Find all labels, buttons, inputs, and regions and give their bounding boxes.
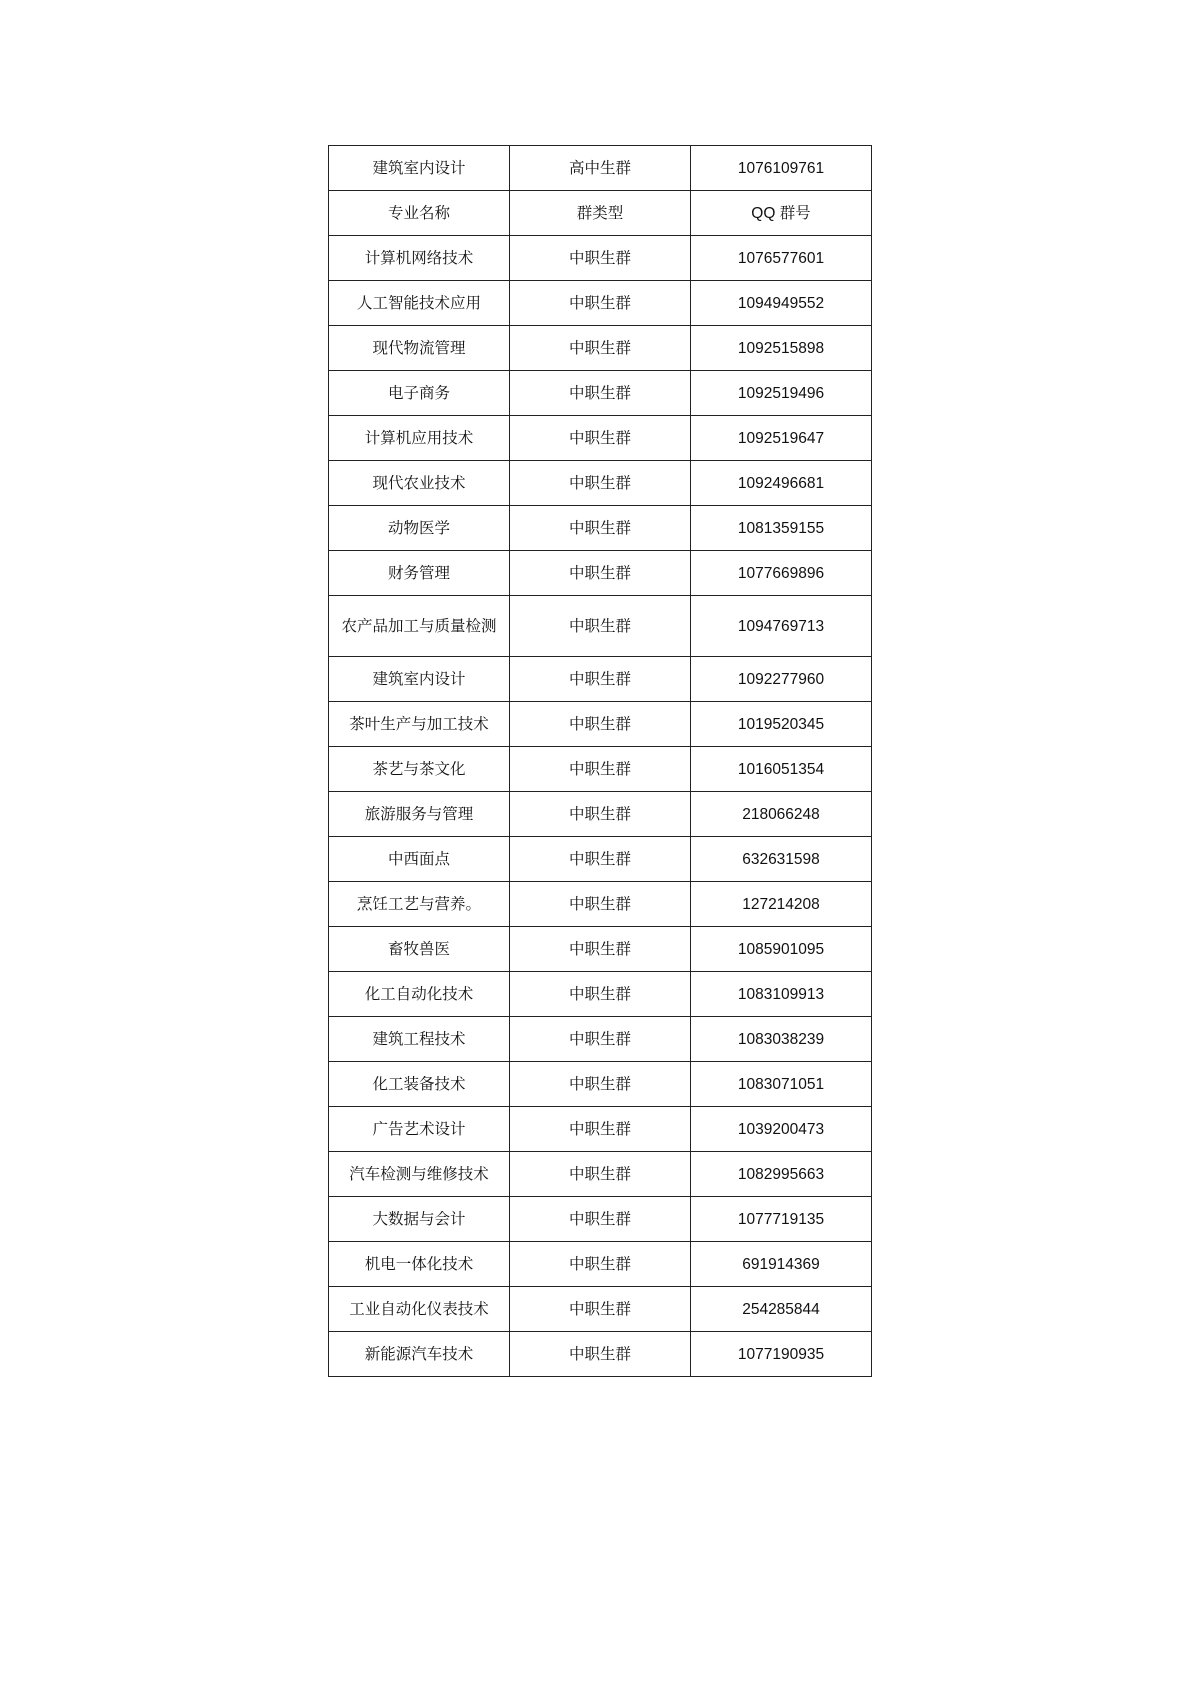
major-name-cell [329,506,510,551]
group-type-cell: 中职生群 [510,747,691,792]
major-name-cell [329,837,510,882]
group-type-cell: 高中生群 [510,146,691,191]
major-name-cell [329,792,510,837]
major-name-text: 茶艺与茶文化 [372,759,466,778]
table-row [329,1332,872,1377]
table-row [329,747,872,792]
qq-group-number-cell: 1082995663 [691,1152,872,1197]
major-name-text: 现代农业技术 [372,473,466,492]
major-name-text: 工业自动化仪表技术 [349,1299,489,1318]
group-type-cell: 中职生群 [510,461,691,506]
qq-group-number-cell: 1019520345 [691,702,872,747]
qq-group-number-cell: 1092515898 [691,326,872,371]
table-row [329,416,872,461]
major-name-cell [329,747,510,792]
group-type-cell: 群类型 [510,191,691,236]
table-row [329,236,872,281]
qq-group-number-cell: 1092277960 [691,657,872,702]
major-name-text: 机电一体化技术 [364,1254,474,1273]
major-name-cell [329,1062,510,1107]
group-type-cell: 中职生群 [510,657,691,702]
major-name-cell [329,1287,510,1332]
table-row [329,702,872,747]
major-name-cell [329,236,510,281]
group-type-cell: 中职生群 [510,1287,691,1332]
group-type-cell: 中职生群 [510,371,691,416]
qq-group-number-cell: 1077669896 [691,551,872,596]
qq-group-number-cell: QQ 群号 [691,191,872,236]
major-name-text: 计算机网络技术 [364,248,474,267]
major-name-text: 财务管理 [387,563,450,582]
major-name-cell [329,326,510,371]
group-type-cell: 中职生群 [510,1197,691,1242]
group-type-cell: 中职生群 [510,506,691,551]
major-name-text: 现代物流管理 [372,338,466,357]
major-name-text: 旅游服务与管理 [364,804,474,823]
group-type-cell: 中职生群 [510,281,691,326]
major-name-text: 烹饪工艺与营养。 [356,894,481,913]
major-name-text: 大数据与会计 [372,1209,466,1228]
major-name-text: 建筑室内设计 [372,158,466,177]
table-row [329,191,872,236]
qq-group-number-cell: 1094949552 [691,281,872,326]
table-row [329,281,872,326]
major-name-cell [329,1152,510,1197]
major-name-text: 人工智能技术应用 [356,293,481,312]
major-name-text: 中西面点 [387,849,450,868]
major-name-cell [329,1242,510,1287]
group-type-cell: 中职生群 [510,882,691,927]
qq-group-number-cell: 1077190935 [691,1332,872,1377]
major-name-text: 汽车检测与维修技术 [349,1164,489,1183]
qq-group-number-cell: 1081359155 [691,506,872,551]
major-name-cell [329,1017,510,1062]
table-row [329,1062,872,1107]
major-name-cell [329,1107,510,1152]
qq-group-number-cell: 1085901095 [691,927,872,972]
qq-group-number-cell: 1083038239 [691,1017,872,1062]
table-row [329,461,872,506]
qq-group-number-cell: 691914369 [691,1242,872,1287]
table-row [329,551,872,596]
group-type-cell: 中职生群 [510,837,691,882]
major-name-text: 动物医学 [387,518,450,537]
major-name-text: 广告艺术设计 [372,1119,466,1138]
major-name-cell [329,1197,510,1242]
major-name-cell [329,1332,510,1377]
major-name-text: 新能源汽车技术 [364,1344,474,1363]
group-type-cell: 中职生群 [510,551,691,596]
qq-group-number-cell: 1092519647 [691,416,872,461]
major-name-cell [329,927,510,972]
table-row [329,657,872,702]
major-name-cell [329,551,510,596]
table-row [329,596,872,657]
major-name-cell [329,281,510,326]
table-row [329,882,872,927]
group-type-cell: 中职生群 [510,702,691,747]
table-row [329,371,872,416]
qq-group-number-cell: 1077719135 [691,1197,872,1242]
major-name-text: 电子商务 [387,383,450,402]
qq-group-number-cell: 632631598 [691,837,872,882]
qq-group-number-cell: 1076577601 [691,236,872,281]
qq-group-number-cell: 1039200473 [691,1107,872,1152]
qq-group-number-cell: 1083109913 [691,972,872,1017]
major-name-cell [329,972,510,1017]
major-name-cell [329,596,510,657]
group-type-cell: 中职生群 [510,1017,691,1062]
qq-group-number-cell: 1094769713 [691,596,872,657]
major-name-cell [329,416,510,461]
major-name-text: 化工装备技术 [372,1074,466,1093]
group-type-cell: 中职生群 [510,1152,691,1197]
major-name-text: 农产品加工与质量检测 [341,616,497,635]
qq-group-number-cell: 1092496681 [691,461,872,506]
table-row [329,1287,872,1332]
group-type-cell: 中职生群 [510,1332,691,1377]
table-row [329,837,872,882]
group-type-cell: 中职生群 [510,416,691,461]
major-name-cell [329,657,510,702]
major-name-cell [329,702,510,747]
major-name-cell [329,191,510,236]
major-name-cell [329,371,510,416]
table-row [329,1017,872,1062]
major-name-text: 专业名称 [387,203,450,222]
qq-group-number-cell: 1076109761 [691,146,872,191]
qq-group-number-cell: 127214208 [691,882,872,927]
major-name-text: 化工自动化技术 [364,984,474,1003]
group-type-cell: 中职生群 [510,1062,691,1107]
major-name-text: 茶叶生产与加工技术 [349,714,489,733]
table-body [329,146,872,1377]
qq-group-number-cell: 218066248 [691,792,872,837]
major-name-cell [329,146,510,191]
qq-group-table [328,145,872,1377]
group-type-cell: 中职生群 [510,972,691,1017]
group-type-cell: 中职生群 [510,1242,691,1287]
table-row [329,1242,872,1287]
major-name-text: 建筑室内设计 [372,669,466,688]
qq-group-number-cell: 254285844 [691,1287,872,1332]
qq-group-number-cell: 1016051354 [691,747,872,792]
major-name-cell [329,461,510,506]
major-name-text: 畜牧兽医 [387,939,450,958]
table-row [329,146,872,191]
group-type-cell: 中职生群 [510,927,691,972]
qq-group-number-cell: 1092519496 [691,371,872,416]
table-row [329,927,872,972]
group-type-cell: 中职生群 [510,596,691,657]
group-type-cell: 中职生群 [510,326,691,371]
table-row [329,972,872,1017]
major-name-text: 建筑工程技术 [372,1029,466,1048]
table-row [329,792,872,837]
group-type-cell: 中职生群 [510,1107,691,1152]
table-row [329,1197,872,1242]
group-type-cell: 中职生群 [510,792,691,837]
table-row [329,1107,872,1152]
table-row [329,326,872,371]
group-type-cell: 中职生群 [510,236,691,281]
major-name-text: 计算机应用技术 [364,428,474,447]
qq-group-number-cell: 1083071051 [691,1062,872,1107]
table-row [329,506,872,551]
major-name-cell [329,882,510,927]
table-row [329,1152,872,1197]
